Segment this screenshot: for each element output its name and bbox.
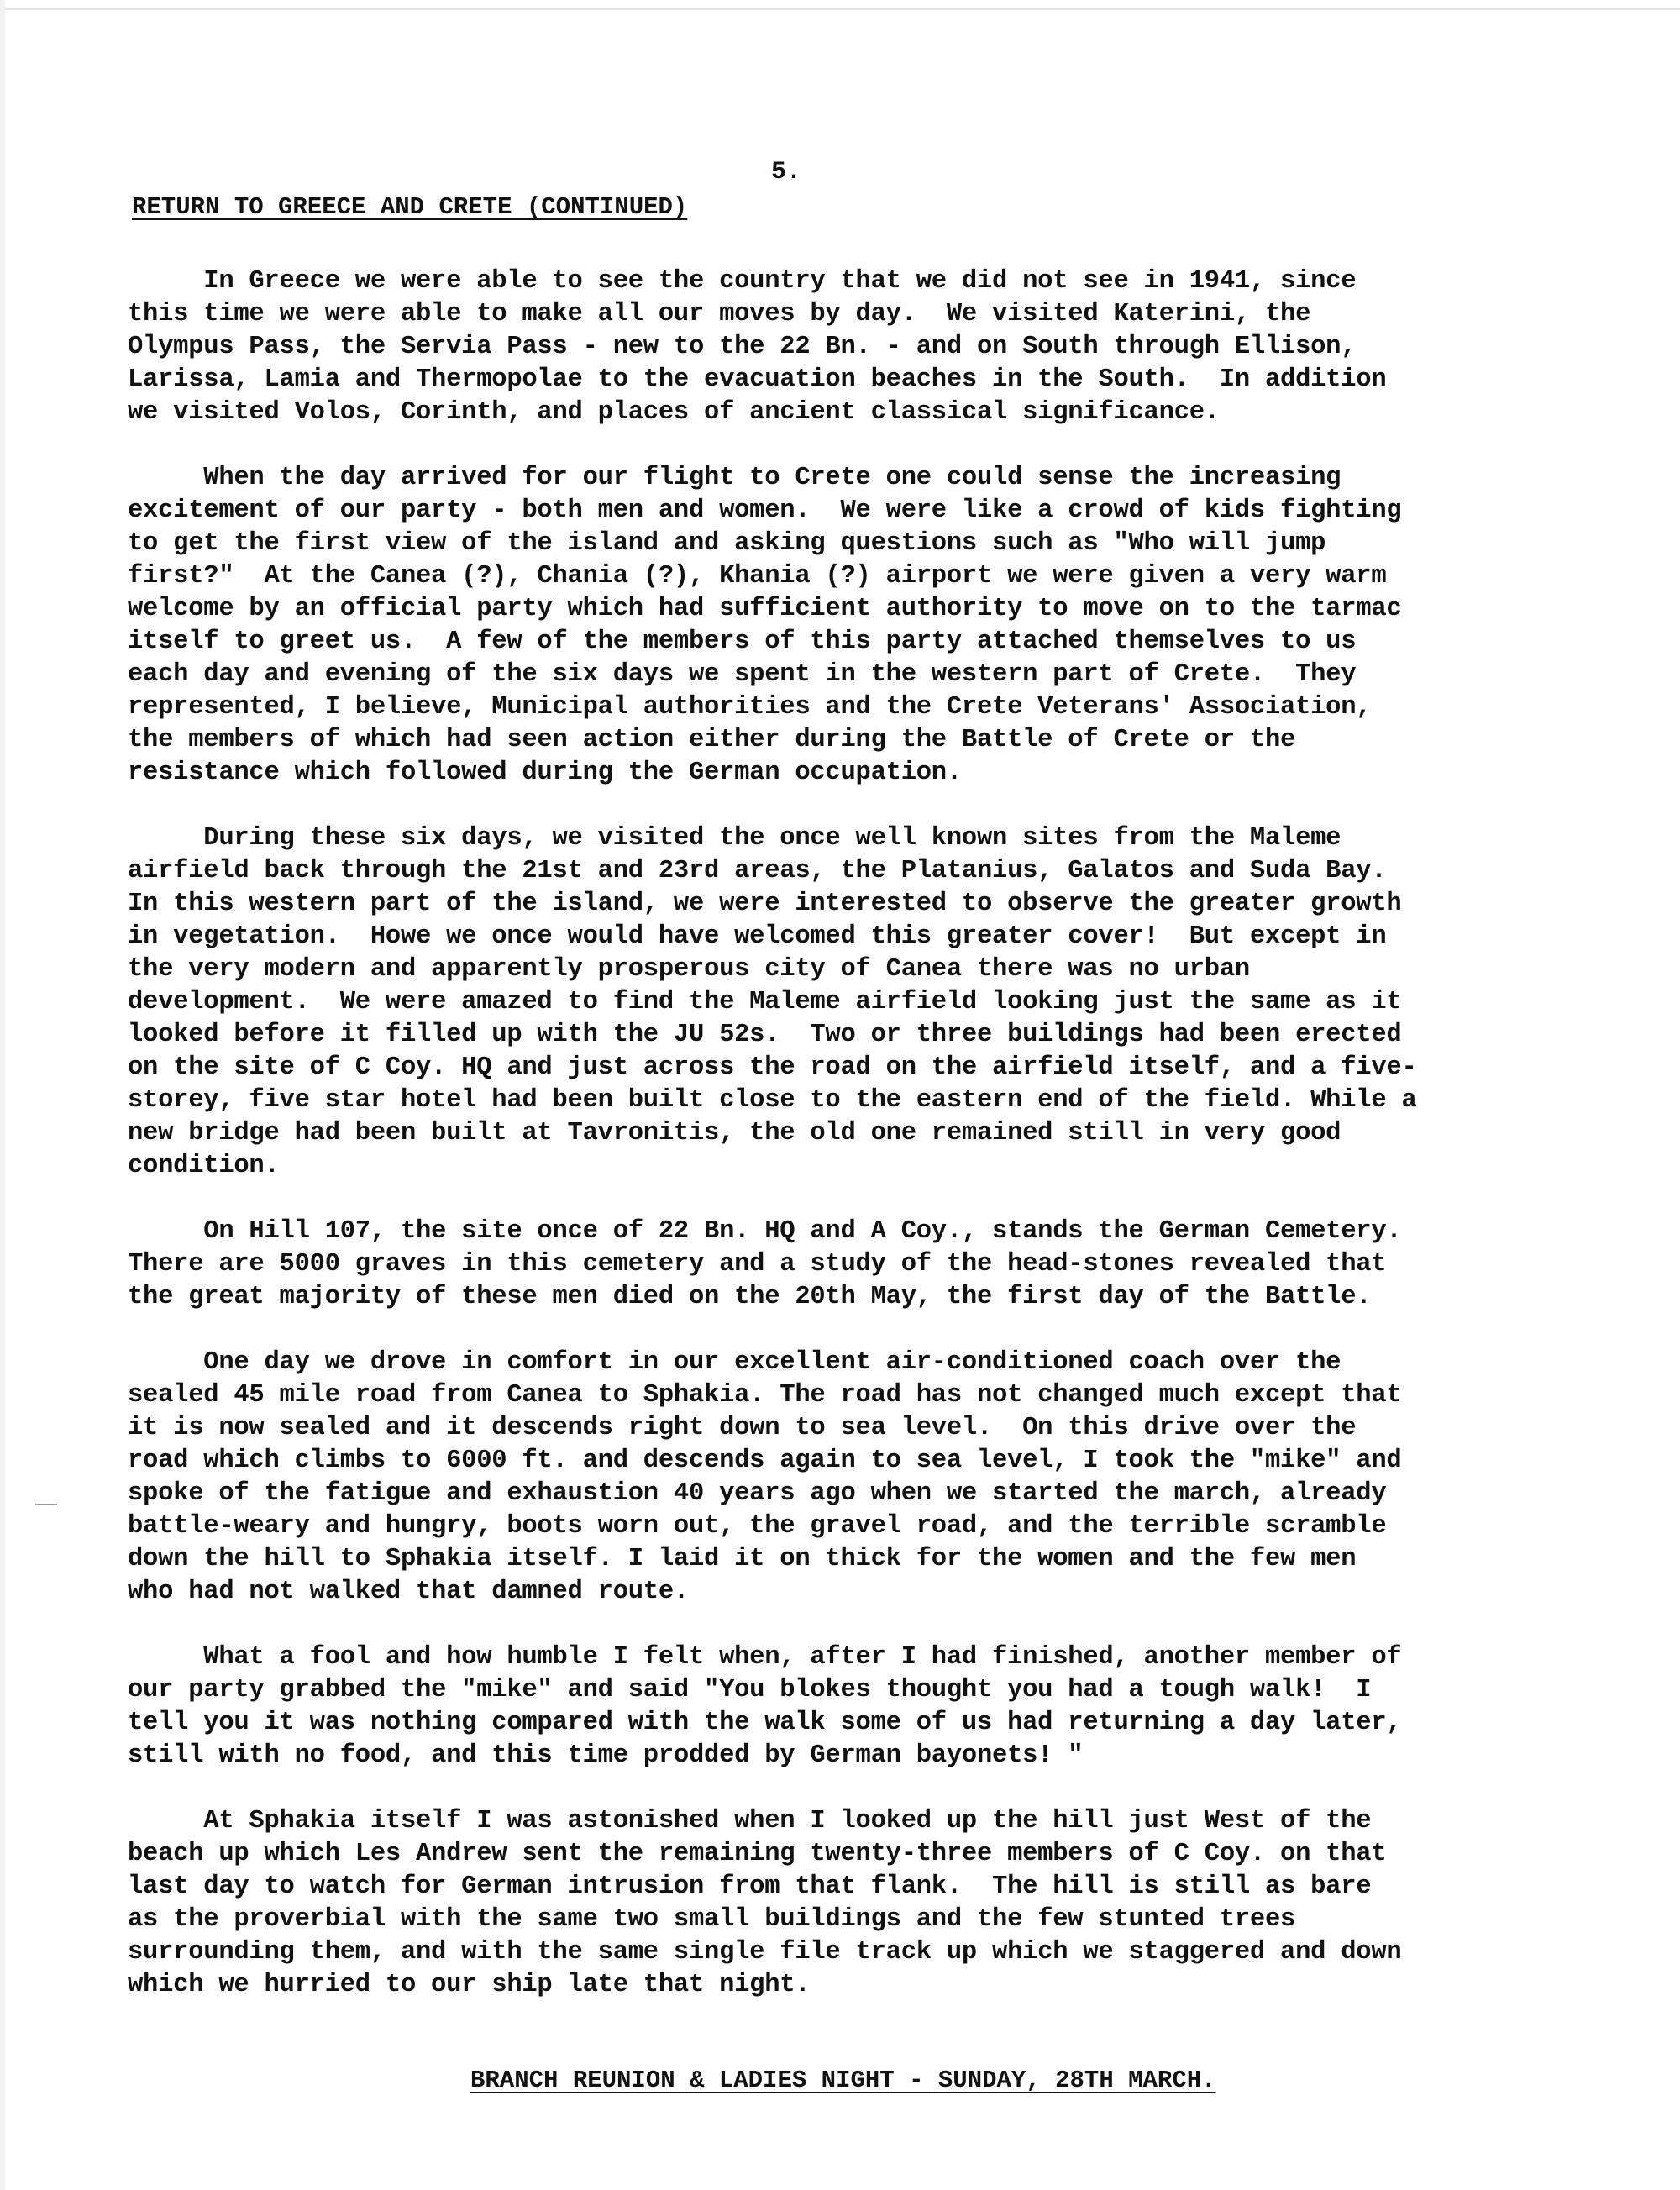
text-line: still with no food, and this time prodded by German bayonets! ": [128, 1741, 1084, 1770]
text-line: tell you it was nothing compared with the walk some of us had returning a day later,: [128, 1709, 1402, 1737]
text-line: this time we were able to make all our moves by day. We visited Katerini, the: [128, 300, 1311, 328]
text-line: looked before it filled up with the JU 52s. Two or three buildings had been erected: [128, 1021, 1402, 1049]
text-line: sealed 45 mile road from Canea to Sphakia. The road has not changed much except that: [128, 1381, 1402, 1410]
text-line: itself to greet us. A few of the members of this party attached themselves to us: [128, 628, 1357, 656]
paragraph: [128, 1805, 1522, 2002]
text-line: storey, five star hotel had been built close to the eastern end of the field. While a: [128, 1086, 1417, 1115]
paragraph: [128, 265, 1522, 429]
scan-edge-top: [0, 8, 1680, 10]
text-line: At Sphakia itself I was astonished when I looked up the hill just West of the: [128, 1807, 1372, 1836]
text-line: our party grabbed the "mike" and said "You blokes thought you had a tough walk! I: [128, 1676, 1372, 1704]
text-line: airfield back through the 21st and 23rd areas, the Platanius, Galatos and Suda Bay.: [128, 857, 1387, 885]
text-line: the very modern and apparently prosperous city of Canea there was no urban: [128, 955, 1250, 984]
text-line: the great majority of these men died on the 20th May, the first day of the Battle.: [128, 1283, 1372, 1311]
text-line: who had not walked that damned route.: [128, 1578, 689, 1606]
margin-mark: [35, 1504, 57, 1505]
text-line: In Greece we were able to see the country that we did not see in 1941, since: [128, 267, 1357, 296]
text-line: to get the first view of the island and asking questions such as "Who will jump: [128, 529, 1326, 558]
text-line: battle-weary and hungry, boots worn out, the gravel road, and the terrible scramble: [128, 1512, 1387, 1541]
footer-announcement: BRANCH REUNION & LADIES NIGHT - SUNDAY, 28TH MARCH.: [470, 2067, 1216, 2094]
text-line: new bridge had been built at Tavronitis, the old one remained still in very good: [128, 1119, 1341, 1148]
text-line: first?" At the Canea (?), Chania (?), Khania (?) airport we were given a very warm: [128, 562, 1387, 591]
text-line: represented, I believe, Municipal authorities and the Crete Veterans' Association,: [128, 693, 1372, 722]
text-line: What a fool and how humble I felt when, after I had finished, another member of: [128, 1643, 1402, 1672]
paragraph: [128, 462, 1522, 790]
section-heading: RETURN TO GREECE AND CRETE (CONTINUED): [132, 193, 688, 221]
text-line: which we hurried to our ship late that night.: [128, 1971, 811, 1999]
text-line: road which climbs to 6000 ft. and descends again to sea level, I took the "mike" and: [128, 1447, 1402, 1475]
text-line: the members of which had seen action either during the Battle of Crete or the: [128, 726, 1296, 754]
text-line: condition.: [128, 1152, 280, 1180]
text-line: resistance which followed during the German occupation.: [128, 759, 962, 787]
text-line: One day we drove in comfort in our excellent air-conditioned coach over the: [128, 1348, 1341, 1377]
text-line: as the proverbial with the same two small buildings and the few stunted trees: [128, 1905, 1296, 1934]
paragraph: [128, 822, 1522, 1183]
text-line: down the hill to Sphakia itself. I laid it on thick for the women and the few men: [128, 1545, 1357, 1573]
scan-edge-left: [0, 0, 5, 2190]
body-text: [128, 265, 1522, 2035]
text-line: Larissa, Lamia and Thermopolae to the evacuation beaches in the South. In addition: [128, 365, 1387, 394]
paragraph: [128, 1641, 1522, 1772]
text-line: spoke of the fatigue and exhaustion 40 years ago when we started the march, already: [128, 1479, 1387, 1508]
text-line: In this western part of the island, we were interested to observe the greater growth: [128, 890, 1402, 918]
text-line: When the day arrived for our flight to Crete one could sense the increasing: [128, 464, 1341, 492]
text-line: welcome by an official party which had sufficient authority to move on to the tarmac: [128, 595, 1402, 623]
paragraph: [128, 1216, 1522, 1314]
text-line: surrounding them, and with the same single file track up which we staggered and down: [128, 1938, 1402, 1967]
text-line: Olympus Pass, the Servia Pass - new to the 22 Bn. - and on South through Ellison,: [128, 333, 1357, 361]
page-number: 5.: [771, 158, 802, 186]
text-line: on the site of C Coy. HQ and just across the road on the airfield itself, and a five-: [128, 1053, 1417, 1082]
text-line: On Hill 107, the site once of 22 Bn. HQ and A Coy., stands the German Cemetery.: [128, 1217, 1402, 1246]
paragraph: [128, 1347, 1522, 1609]
text-line: each day and evening of the six days we spent in the western part of Crete. They: [128, 660, 1357, 689]
text-line: last day to watch for German intrusion from that flank. The hill is still as bare: [128, 1872, 1372, 1901]
text-line: There are 5000 graves in this cemetery and a study of the head-stones revealed that: [128, 1250, 1387, 1279]
text-line: in vegetation. Howe we once would have welcomed this greater cover! But except in: [128, 922, 1387, 951]
text-line: During these six days, we visited the once well known sites from the Maleme: [128, 824, 1341, 853]
text-line: development. We were amazed to find the Maleme airfield looking just the same as it: [128, 988, 1402, 1016]
text-line: beach up which Les Andrew sent the remaining twenty-three members of C Coy. on that: [128, 1840, 1387, 1868]
text-line: we visited Volos, Corinth, and places of ancient classical significance.: [128, 398, 1220, 427]
text-line: excitement of our party - both men and women. We were like a crowd of kids fighting: [128, 496, 1402, 525]
text-line: it is now sealed and it descends right down to sea level. On this drive over the: [128, 1414, 1357, 1442]
